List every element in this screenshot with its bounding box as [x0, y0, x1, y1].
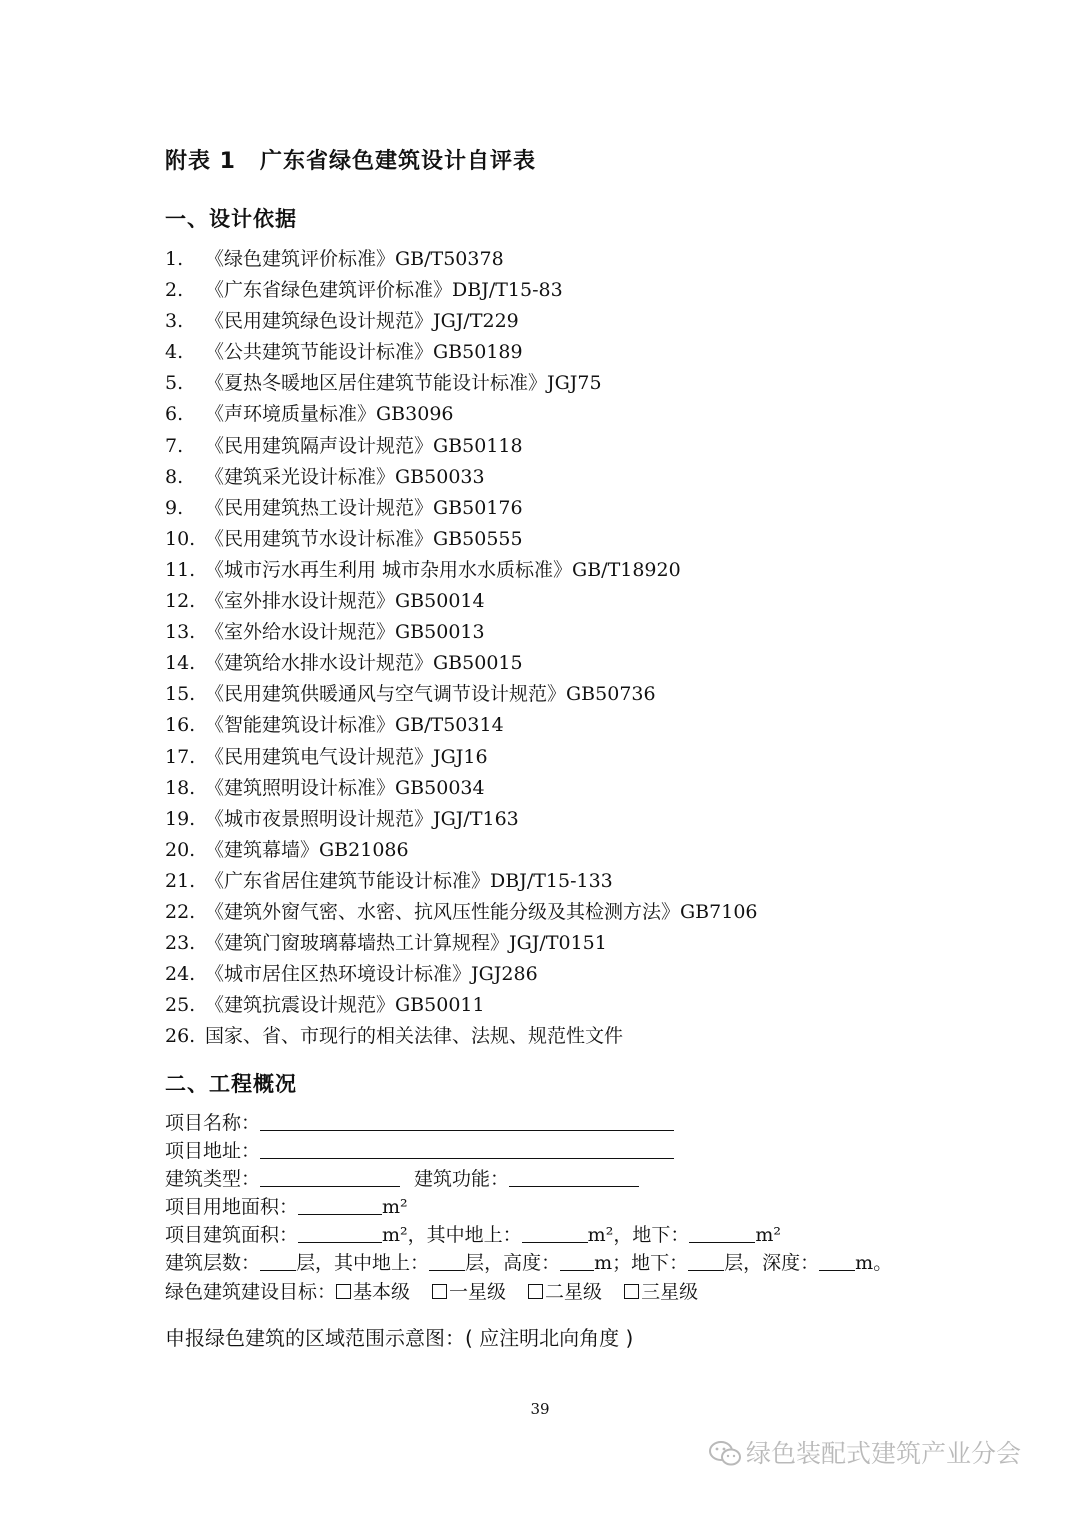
watermark-text: 绿色装配式建筑产业分会	[746, 1439, 1022, 1468]
watermark	[708, 1434, 1021, 1470]
below-ground-area-field[interactable]	[689, 1222, 755, 1243]
list-item: 23. 《建筑门窗玻璃幕墙热工计算规程》JGJ/T0151	[165, 932, 607, 955]
below-floors-field[interactable]	[688, 1250, 724, 1271]
list-item: 26. 国家、省、市现行的相关法律、法规、规范性文件	[165, 1025, 624, 1048]
project-address-row: 项目地址：	[165, 1138, 674, 1164]
list-item: 1. 《绿色建筑评价标准》GB/T50378	[165, 248, 504, 270]
list-item: 2. 《广东省绿色建筑评价标准》DBJ/T15-83	[165, 279, 563, 302]
building-function-field[interactable]	[509, 1166, 639, 1187]
above-floors-field[interactable]	[429, 1250, 465, 1271]
list-item: 13. 《室外给水设计规范》GB50013	[165, 621, 485, 644]
title-prefix: 附表 1	[165, 149, 236, 174]
checkbox-icon	[432, 1284, 447, 1299]
list-item: 20. 《建筑幕墙》GB21086	[165, 838, 409, 861]
building-area-row: 项目建筑面积： m²，其中地上： m²，地下： m²	[165, 1224, 781, 1246]
land-area-field[interactable]	[298, 1194, 382, 1215]
page-number: 39	[530, 1400, 550, 1418]
section-heading-design-basis: 一、设计依据	[165, 207, 297, 231]
floors-row: 建筑层数： 层，其中地上： 层，高度： m；地下： 层，深度： m。	[165, 1252, 893, 1274]
checkbox-icon	[624, 1284, 639, 1299]
target-option-three-star[interactable]: 三星级	[624, 1281, 698, 1303]
green-target-row: 绿色建筑建设目标： 基本级 一星级 二星级 三星级	[165, 1281, 699, 1303]
land-area-row: 项目用地面积： m²	[165, 1196, 408, 1218]
depth-field[interactable]	[819, 1250, 855, 1271]
list-item: 5. 《夏热冬暖地区居住建筑节能设计标准》JGJ75	[165, 372, 602, 395]
list-item: 15. 《民用建筑供暖通风与空气调节设计规范》GB50736	[165, 683, 656, 706]
list-item: 11. 《城市污水再生利用 城市杂用水水质标准》GB/T18920	[165, 558, 681, 581]
list-item: 8. 《建筑采光设计标准》GB50033	[165, 465, 485, 488]
list-item: 19. 《城市夜景照明设计规范》JGJ/T163	[165, 807, 519, 830]
list-item: 10. 《民用建筑节水设计标准》GB50555	[165, 527, 523, 550]
building-type-field[interactable]	[260, 1166, 400, 1187]
wechat-icon	[708, 1440, 742, 1468]
project-name-field[interactable]	[260, 1110, 674, 1131]
list-item: 17. 《民用建筑电气设计规范》JGJ16	[165, 745, 488, 768]
building-area-field[interactable]	[298, 1222, 382, 1243]
checkbox-icon	[528, 1284, 543, 1299]
list-item: 9. 《民用建筑热工设计规范》GB50176	[165, 496, 523, 519]
list-item: 18. 《建筑照明设计标准》GB50034	[165, 776, 485, 799]
height-field[interactable]	[560, 1250, 594, 1271]
target-option-two-star[interactable]: 二星级	[528, 1281, 602, 1303]
list-item: 24. 《城市居住区热环境设计标准》JGJ286	[165, 963, 538, 986]
checkbox-icon	[336, 1284, 351, 1299]
above-ground-area-field[interactable]	[522, 1222, 588, 1243]
list-item: 21. 《广东省居住建筑节能设计标准》DBJ/T15-133	[165, 869, 613, 892]
project-address-field[interactable]	[260, 1138, 674, 1159]
section-heading-project-overview: 二、工程概况	[165, 1072, 297, 1096]
target-option-basic[interactable]: 基本级	[336, 1281, 410, 1303]
page-title	[165, 144, 536, 175]
building-type-row: 建筑类型： 建筑功能：	[165, 1166, 639, 1192]
list-item: 22. 《建筑外窗气密、水密、抗风压性能分级及其检测方法》GB7106	[165, 900, 758, 923]
area-diagram-label: 申报绿色建筑的区域范围示意图：( 应注明北向角度 )	[165, 1326, 634, 1350]
project-name-row: 项目名称：	[165, 1110, 674, 1136]
title-text: 广东省绿色建筑设计自评表	[259, 149, 536, 174]
reference-list	[165, 246, 758, 1054]
target-option-one-star[interactable]: 一星级	[432, 1281, 506, 1303]
list-item: 6. 《声环境质量标准》GB3096	[165, 403, 454, 426]
total-floors-field[interactable]	[260, 1250, 296, 1271]
list-item: 7. 《民用建筑隔声设计规范》GB50118	[165, 434, 523, 457]
list-item: 16. 《智能建筑设计标准》GB/T50314	[165, 714, 504, 737]
list-item: 12. 《室外排水设计规范》GB50014	[165, 590, 485, 613]
list-item: 25. 《建筑抗震设计规范》GB50011	[165, 994, 485, 1017]
list-item: 3. 《民用建筑绿色设计规范》JGJ/T229	[165, 310, 519, 333]
list-item: 4. 《公共建筑节能设计标准》GB50189	[165, 341, 523, 364]
list-item: 14. 《建筑给水排水设计规范》GB50015	[165, 652, 523, 675]
